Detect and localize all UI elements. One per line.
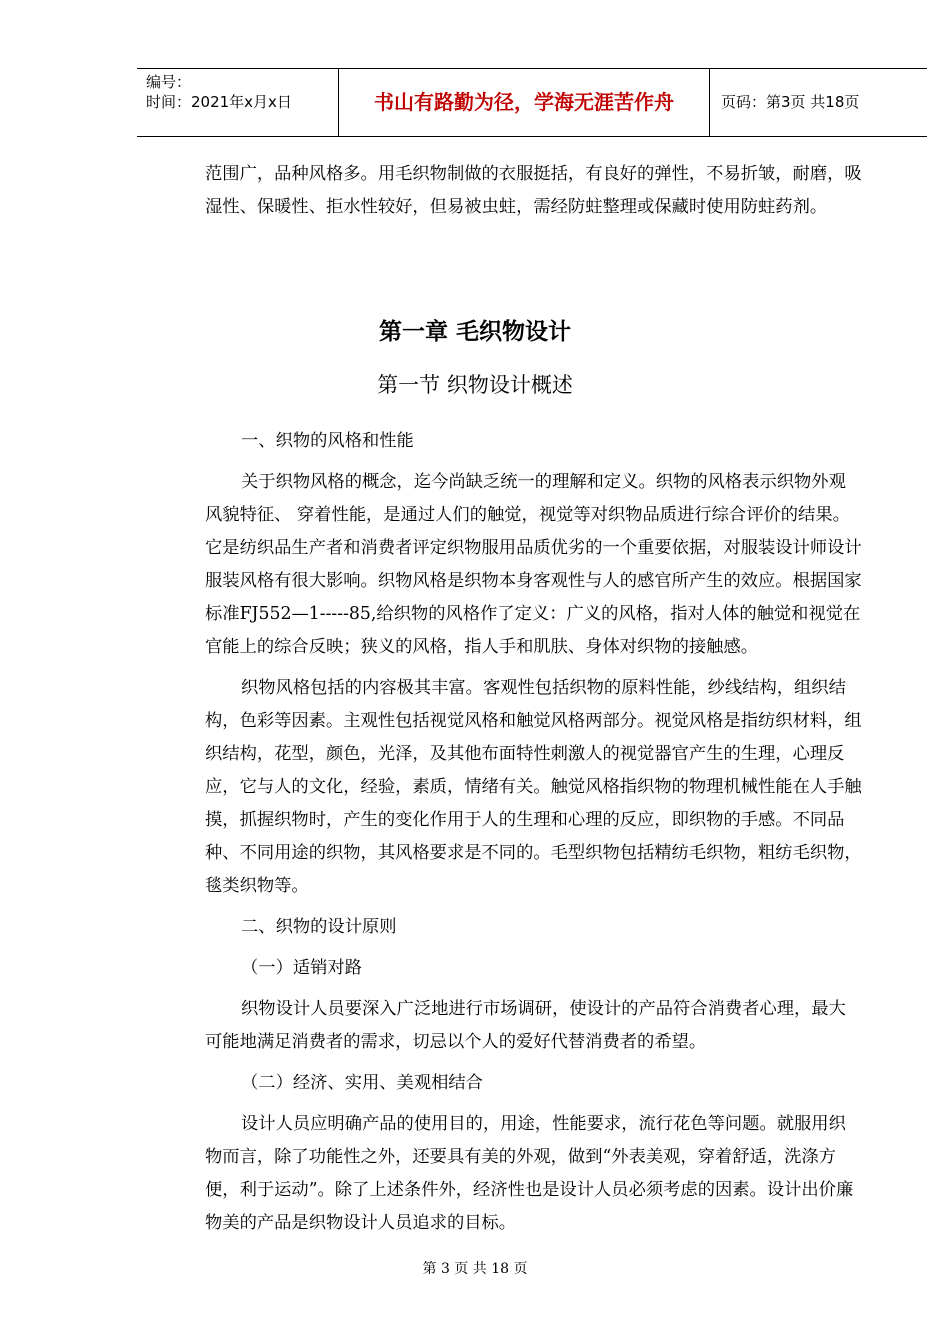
- paragraph-style-content: 织物风格包括的内容极其丰富。客观性包括织物的原料性能，纱线结构，组织结构，色彩等因素。主观性包括视觉风格和触觉风格两部分。视觉风格是指纺织材料，组织结构，花型，颜色，光泽，及其他布面特性刺激人的视觉器官产生的生理，心理反应，它与人的文化，经验，素质，情绪有关。触觉风格指织物的物理机械性能在人手触摸，抓握织物时，产生的变化作用于人的生理和心理的反应，即织物的手感。不同品种、不同用途的织物，其风格要求是不同的。毛型织物包括精纺毛织物，粗纺毛织物，毯类织物等。: [205, 678, 862, 896]
- header-page-info: 页码：第3页 共18页: [721, 93, 860, 111]
- subheading-marketable: （一）适销对路: [241, 958, 362, 978]
- paragraph-design-goals: 设计人员应明确产品的使用目的，用途，性能要求，流行花色等问题。就服用织物而言，除了功能性之外，还要具有美的外观，做到“外表美观，穿着舒适，洗涤方便，利于运动”。除了上述条件外，经济性也是设计人员必须考虑的因素。设计出价廉物美的产品是织物设计人员追求的目标。: [205, 1114, 854, 1233]
- heading-style-performance: 一、织物的风格和性能: [241, 431, 414, 451]
- chapter-title: 第一章 毛织物设计: [378, 319, 571, 345]
- page-header: [137, 68, 927, 137]
- header-meta: [137, 69, 339, 136]
- paragraph-market-research: 织物设计人员要深入广泛地进行市场调研，使设计的产品符合消费者心理，最大可能地满足消费者的需求，切忌以个人的爱好代替消费者的希望。: [205, 999, 846, 1052]
- serial-label: 编号：: [146, 73, 192, 91]
- intro-section: [205, 158, 863, 224]
- paragraph-style-concept: 关于织物风格的概念，迄今尚缺乏统一的理解和定义。织物的风格表示织物外观风貌特征、 穿着性能，是通过人们的触觉，视觉等对织物品质进行综合评价的结果。它是纺织品生产者和消费者评定织物服用品质优劣的一个重要依据，对服装设计师设计服装风格有很大影响。织物风格是织物本身客观性与人的感官所产生的效应。根据国家标准FJ552—1-----85,给织物的风格作了定义：广义的风格，指对人体的触觉和视觉在官能上的综合反映；狭义的风格，指人手和肌肤、身体对织物的接触感。: [205, 472, 862, 657]
- section-title: 第一节 织物设计概述: [377, 373, 573, 397]
- time-label: 时间：2021年x月x日: [146, 93, 292, 111]
- body-text: [205, 425, 863, 1240]
- heading-design-principles: 二、织物的设计原则: [241, 917, 397, 937]
- subheading-economy-utility-beauty: （二）经济、实用、美观相结合: [241, 1073, 483, 1093]
- footer-page-number: 第 3 页 共 18 页: [422, 1261, 528, 1277]
- header-motto: 书山有路勤为径，学海无涯苦作舟: [339, 69, 710, 136]
- page-footer: [0, 1258, 950, 1278]
- intro-paragraph: 范围广，品种风格多。用毛织物制做的衣服挺括，有良好的弹性，不易折皱，耐磨，吸湿性、保暖性、拒水性较好，但易被虫蛀，需经防蛀整理或保藏时使用防蛀药剂。: [205, 164, 862, 217]
